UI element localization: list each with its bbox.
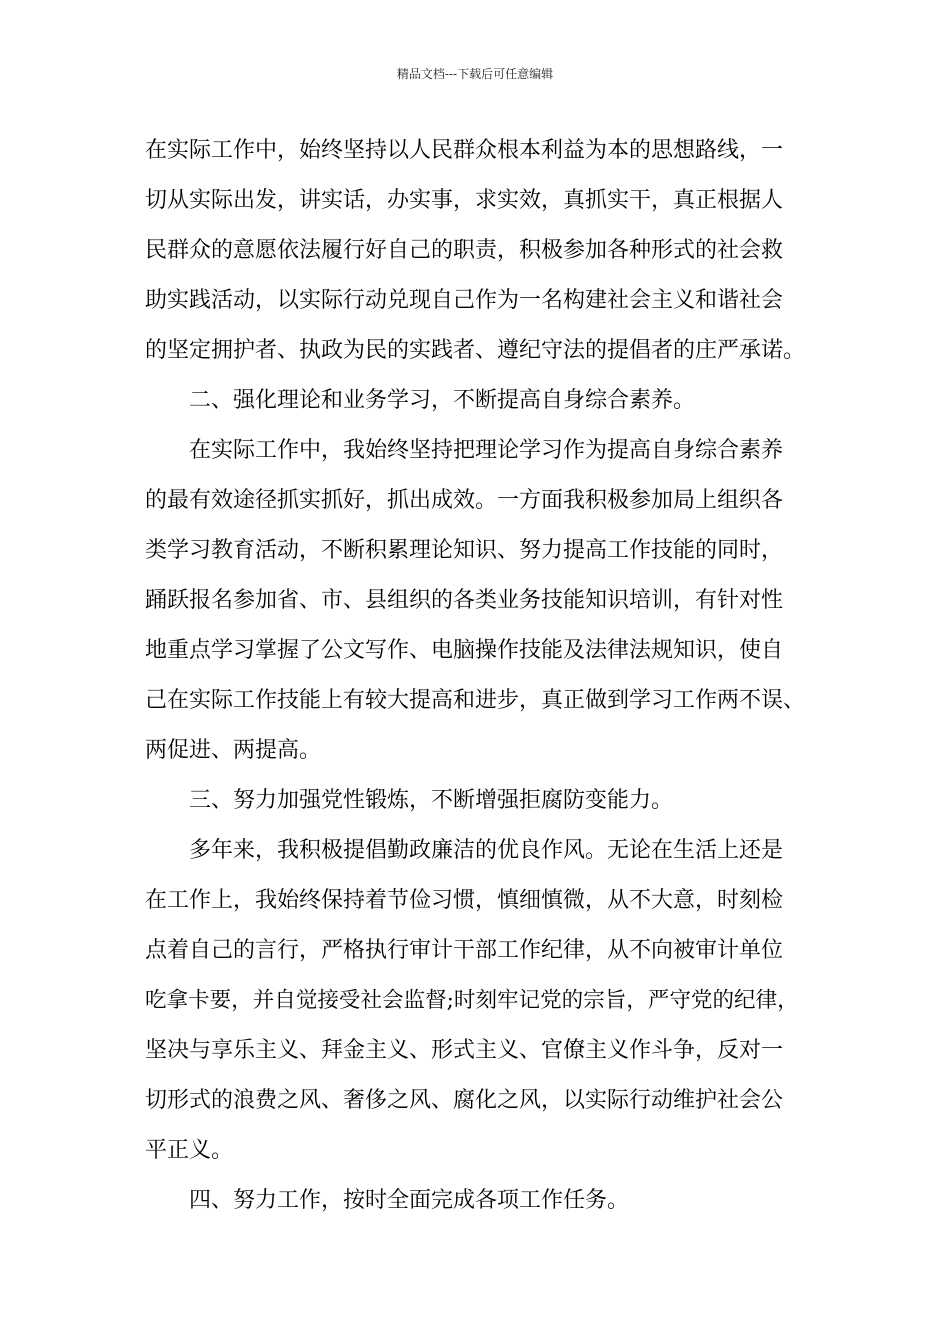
paragraph-1 (145, 126, 805, 376)
text-line: 民群众的意愿依法履行好自己的职责，积极参加各种形式的社会救 (145, 238, 784, 263)
text-line: 地重点学习掌握了公文写作、电脑操作技能及法律法规知识，使自 (145, 638, 784, 663)
text-line: 在实际工作中，始终坚持以人民群众根本利益为本的思想路线，一 (145, 138, 784, 163)
text-line: 己在实际工作技能上有较大提高和进步，真正做到学习工作两不误、 (145, 688, 806, 713)
text-line: 多年来，我积极提倡勤政廉洁的优良作风。无论在生活上还是 (189, 838, 784, 863)
text-line: 二、强化理论和业务学习，不断提高自身综合素养。 (189, 388, 696, 413)
text-line: 踊跃报名参加省、市、县组织的各类业务技能知识培训，有针对性 (145, 588, 784, 613)
text-line: 平正义。 (145, 1138, 234, 1163)
section-heading-3 (145, 776, 805, 826)
paragraph-5 (145, 826, 805, 1176)
text-line: 两促进、两提高。 (145, 738, 322, 763)
page-header: 精品文档---下载后可任意编辑 (396, 67, 554, 81)
text-line: 的坚定拥护者、执政为民的实践者、遵纪守法的提倡者的庄严承诺。 (145, 338, 806, 363)
text-line: 在工作上，我始终保持着节俭习惯，慎细慎微，从不大意，时刻检 (145, 888, 784, 913)
text-line: 坚决与享乐主义、拜金主义、形式主义、官僚主义作斗争，反对一 (145, 1038, 784, 1063)
text-line: 在实际工作中，我始终坚持把理论学习作为提高自身综合素养 (189, 438, 784, 463)
text-line: 三、努力加强党性锻炼，不断增强拒腐防变能力。 (189, 788, 674, 813)
section-heading-4 (145, 1176, 805, 1226)
section-heading-2 (145, 376, 805, 426)
document-body (145, 126, 805, 1226)
text-line: 切从实际出发，讲实话，办实事，求实效，真抓实干，真正根据人 (145, 188, 784, 213)
text-line: 助实践活动，以实际行动兑现自己作为一名构建社会主义和谐社会 (145, 288, 784, 313)
text-line: 的最有效途径抓实抓好，抓出成效。一方面我积极参加局上组织各 (145, 488, 784, 513)
text-line: 类学习教育活动，不断积累理论知识、努力提高工作技能的同时， (145, 538, 784, 563)
text-line: 点着自己的言行，严格执行审计干部工作纪律，从不向被审计单位 (145, 938, 784, 963)
paragraph-3 (145, 426, 805, 776)
text-line: 四、努力工作，按时全面完成各项工作任务。 (189, 1188, 630, 1213)
text-line: 切形式的浪费之风、奢侈之风、腐化之风，以实际行动维护社会公 (145, 1088, 784, 1113)
text-line: 吃拿卡要，并自觉接受社会监督;时刻牢记党的宗旨，严守党的纪律， (145, 988, 799, 1013)
